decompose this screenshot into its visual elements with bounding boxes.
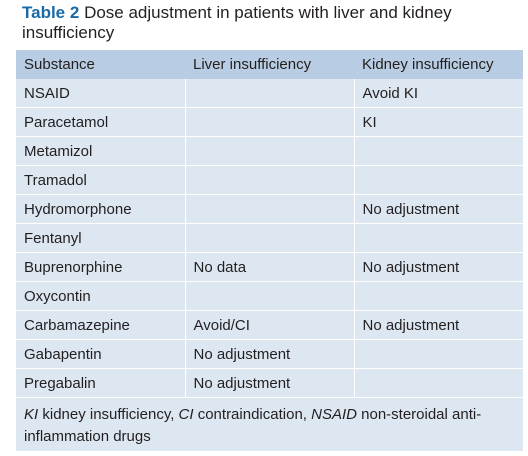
table-row	[16, 166, 523, 195]
header-row	[16, 50, 523, 79]
table-row	[16, 253, 523, 282]
table-caption	[22, 3, 522, 43]
kidney-cell	[354, 137, 523, 166]
table-row	[16, 340, 523, 369]
column-header-kidney: Kidney insufficiency	[354, 50, 523, 79]
kidney-cell	[354, 282, 523, 311]
liver-cell	[185, 108, 354, 137]
table-row	[16, 282, 523, 311]
dose-adjustment-table	[16, 50, 523, 398]
kidney-cell	[354, 369, 523, 398]
liver-cell	[185, 137, 354, 166]
column-header-substance: Substance	[16, 50, 185, 79]
liver-cell	[185, 166, 354, 195]
footnote-ci-text: contraindication,	[193, 406, 312, 423]
table-row	[16, 224, 523, 253]
liver-cell	[185, 282, 354, 311]
substance-cell: Metamizol	[16, 137, 185, 166]
liver-cell: No adjustment	[185, 369, 354, 398]
kidney-cell: Avoid KI	[354, 79, 523, 108]
footnote-ki-text: kidney insufficiency,	[38, 406, 179, 423]
substance-cell: Pregabalin	[16, 369, 185, 398]
table-row	[16, 137, 523, 166]
footnote-nsaid-text: non-steroidal anti-inflammation drugs	[24, 406, 482, 445]
kidney-cell	[354, 340, 523, 369]
liver-cell	[185, 79, 354, 108]
footnote-ci-abbr: CI	[178, 406, 194, 423]
liver-cell: No adjustment	[185, 340, 354, 369]
footnote-ki-abbr: KI	[24, 406, 39, 423]
substance-cell: Oxycontin	[16, 282, 185, 311]
substance-cell: Fentanyl	[16, 224, 185, 253]
substance-cell: Carbamazepine	[16, 311, 185, 340]
kidney-cell	[354, 224, 523, 253]
table-label: Table 2	[22, 3, 80, 22]
footnote-nsaid-abbr: NSAID	[311, 406, 357, 423]
table-footnote	[16, 398, 523, 448]
table-title: Dose adjustment in patients with liver and kidney insufficiency	[22, 3, 452, 42]
substance-cell: Hydromorphone	[16, 195, 185, 224]
table-row	[16, 108, 523, 137]
table-row	[16, 369, 523, 398]
table-row	[16, 311, 523, 340]
column-header-liver: Liver insufficiency	[185, 50, 354, 79]
substance-cell: Tramadol	[16, 166, 185, 195]
kidney-cell: KI	[354, 108, 523, 137]
liver-cell	[185, 224, 354, 253]
liver-cell: No data	[185, 253, 354, 282]
table-row	[16, 195, 523, 224]
kidney-cell: No adjustment	[354, 311, 523, 340]
kidney-cell	[354, 166, 523, 195]
liver-cell: Avoid/CI	[185, 311, 354, 340]
kidney-cell: No adjustment	[354, 195, 523, 224]
substance-cell: Gabapentin	[16, 340, 185, 369]
kidney-cell: No adjustment	[354, 253, 523, 282]
substance-cell: NSAID	[16, 79, 185, 108]
table-container	[16, 50, 523, 451]
liver-cell	[185, 195, 354, 224]
substance-cell: Paracetamol	[16, 108, 185, 137]
table-row	[16, 79, 523, 108]
substance-cell: Buprenorphine	[16, 253, 185, 282]
